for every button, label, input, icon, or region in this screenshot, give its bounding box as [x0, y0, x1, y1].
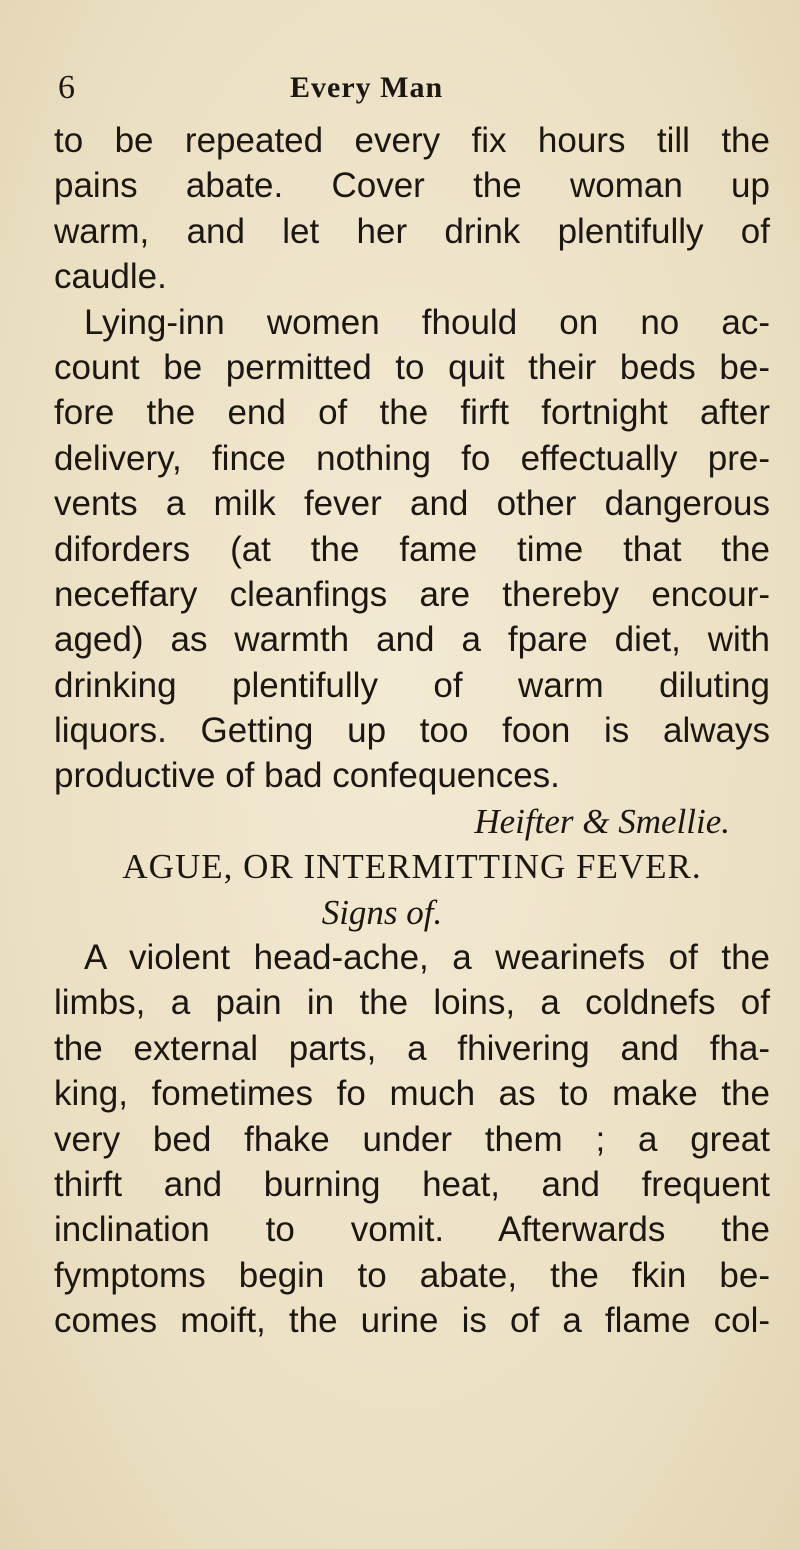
text-line: limbs, a pain in the loins, a coldnefs of — [54, 983, 770, 1023]
text-line: Lying-inn women fhould on no ac- — [84, 302, 770, 342]
text-line: fymptoms begin to abate, the fkin be- — [54, 1255, 770, 1295]
text-line: diforders (at the fame time that the — [54, 529, 770, 569]
text-line: productive of bad confequences. — [54, 756, 560, 796]
text-line: caudle. — [54, 257, 167, 297]
text-line: fore the end of the firft fortnight after — [54, 393, 770, 433]
body-text — [54, 118, 770, 1344]
text-line: warm, and let her drink plentifully of — [54, 211, 770, 251]
text-line: drinking plentifully of warm diluting — [54, 665, 770, 705]
text-line: neceffary cleanfings are thereby encour- — [54, 574, 770, 614]
text-line: count be permitted to quit their beds be- — [54, 347, 770, 387]
section-subheading: Signs of. — [321, 892, 443, 932]
text-line: pains abate. Cover the woman up — [54, 166, 770, 206]
text-line: vents a milk fever and other dangerous — [54, 484, 770, 524]
page-header — [0, 66, 800, 110]
text-line: to be repeated every fix hours till the — [54, 121, 770, 160]
text-line: king, fometimes fo much as to make the — [54, 1074, 770, 1114]
text-line: liquors. Getting up too foon is always — [54, 711, 770, 751]
text-line: comes moift, the urine is of a flame col- — [54, 1301, 770, 1341]
section-heading: AGUE, OR INTERMITTING FEVER. — [122, 847, 702, 887]
page-number: 6 — [58, 69, 75, 106]
text-line: aged) as warmth and a fpare diet, with — [54, 620, 770, 660]
text-line: delivery, fince nothing fo effectually pre- — [54, 438, 770, 478]
text-line: thirft and burning heat, and frequent — [54, 1164, 770, 1204]
text-line: very bed fhake under them ; a great — [54, 1119, 770, 1159]
citation-signature: Heifter & Smellie. — [474, 801, 730, 841]
text-line: the external parts, a fhivering and fha- — [54, 1028, 770, 1068]
text-line: A violent head-ache, a wearinefs of the — [84, 938, 770, 978]
running-head: Every Man — [290, 71, 444, 104]
text-line: inclination to vomit. Afterwards the — [54, 1210, 770, 1250]
